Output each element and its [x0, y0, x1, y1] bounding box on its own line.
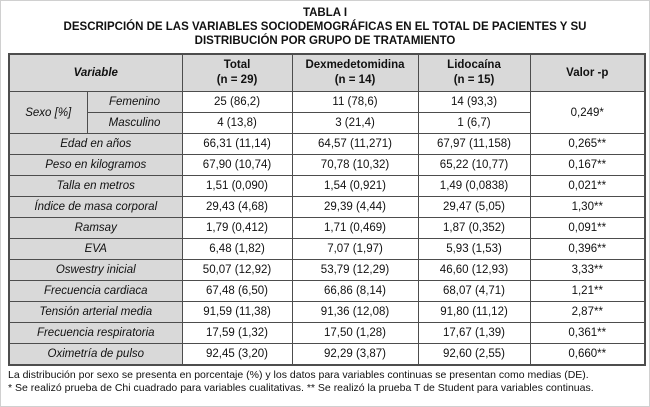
table-row	[9, 176, 645, 197]
lidocaina-value: 1 (6,7)	[418, 113, 530, 134]
p-value: 0,396**	[530, 239, 645, 260]
table-row	[9, 197, 645, 218]
variable-label: Oximetría de pulso	[9, 344, 182, 366]
variable-label: Frecuencia cardiaca	[9, 281, 182, 302]
p-value: 1,30**	[530, 197, 645, 218]
lidocaina-value: 92,60 (2,55)	[418, 344, 530, 366]
total-value: 66,31 (11,14)	[182, 134, 292, 155]
p-value: 0,660**	[530, 344, 645, 366]
col-header-total-name: Total	[223, 59, 251, 71]
variable-label-sexo: Sexo [%]	[9, 92, 87, 134]
sociodemographics-table	[8, 53, 646, 366]
col-header-dexmedetomidina-name: Dexmedetomidina	[305, 59, 405, 71]
footnote-line1: La distribución por sexo se presenta en porcentaje (%) y los datos para variables continuas se presentan como medias (DE).	[8, 369, 589, 381]
variable-label: Talla en metros	[9, 176, 182, 197]
variable-label: EVA	[9, 239, 182, 260]
total-value: 50,07 (12,92)	[182, 260, 292, 281]
dexmedetomidina-value: 64,57 (11,271)	[292, 134, 418, 155]
table-row	[9, 239, 645, 260]
total-value: 67,48 (6,50)	[182, 281, 292, 302]
total-value: 91,59 (11,38)	[182, 302, 292, 323]
variable-label: Frecuencia respiratoria	[9, 323, 182, 344]
dexmedetomidina-value: 29,39 (4,44)	[292, 197, 418, 218]
page-title: DESCRIPCIÓN DE LAS VARIABLES SOCIODEMOGRÁFICAS EN EL TOTAL DE PACIENTES Y SU DISTRIBUCIÓN POR GRUPO DE TRATAMIENTO	[63, 21, 587, 47]
dexmedetomidina-value: 7,07 (1,97)	[292, 239, 418, 260]
col-header-lidocaina-name: Lidocaína	[447, 59, 501, 71]
table-row	[9, 260, 645, 281]
p-value: 0,091**	[530, 218, 645, 239]
col-header-p-value: Valor -p	[530, 54, 645, 92]
lidocaina-value: 91,80 (11,12)	[418, 302, 530, 323]
table-row	[9, 344, 645, 366]
p-value: 0,361**	[530, 323, 645, 344]
dexmedetomidina-value: 3 (21,4)	[292, 113, 418, 134]
dexmedetomidina-value: 91,36 (12,08)	[292, 302, 418, 323]
p-value: 0,265**	[530, 134, 645, 155]
lidocaina-value: 46,60 (12,93)	[418, 260, 530, 281]
variable-label: Edad en años	[9, 134, 182, 155]
total-value: 25 (86,2)	[182, 92, 292, 113]
lidocaina-value: 67,97 (11,158)	[418, 134, 530, 155]
col-header-dexmedetomidina-n: (n = 14)	[334, 74, 376, 86]
dexmedetomidina-value: 1,54 (0,921)	[292, 176, 418, 197]
dexmedetomidina-value: 17,50 (1,28)	[292, 323, 418, 344]
col-header-total-n: (n = 29)	[216, 74, 258, 86]
lidocaina-value: 29,47 (5,05)	[418, 197, 530, 218]
total-value: 17,59 (1,32)	[182, 323, 292, 344]
header-row	[9, 54, 645, 92]
variable-label: Peso en kilogramos	[9, 155, 182, 176]
footnote	[8, 369, 642, 395]
total-value: 67,90 (10,74)	[182, 155, 292, 176]
col-header-lidocaina	[418, 54, 530, 92]
lidocaina-value: 14 (93,3)	[418, 92, 530, 113]
variable-label: Índice de masa corporal	[9, 197, 182, 218]
variable-sublabel-masculino: Masculino	[87, 113, 182, 134]
table-row-sexo-femenino	[9, 92, 645, 113]
table-row	[9, 218, 645, 239]
dexmedetomidina-value: 66,86 (8,14)	[292, 281, 418, 302]
p-value: 2,87**	[530, 302, 645, 323]
p-value: 3,33**	[530, 260, 645, 281]
total-value: 29,43 (4,68)	[182, 197, 292, 218]
p-value-sexo: 0,249*	[530, 92, 645, 134]
p-value: 1,21**	[530, 281, 645, 302]
dexmedetomidina-value: 92,29 (3,87)	[292, 344, 418, 366]
col-header-variable: Variable	[9, 54, 182, 92]
footnote-line2: * Se realizó prueba de Chi cuadrado para variables cualitativas. ** Se realizó la prueba T de Student para variables continuas.	[8, 382, 594, 394]
p-value: 0,021**	[530, 176, 645, 197]
dexmedetomidina-value: 53,79 (12,29)	[292, 260, 418, 281]
total-value: 1,79 (0,412)	[182, 218, 292, 239]
table-row	[9, 155, 645, 176]
variable-label: Tensión arterial media	[9, 302, 182, 323]
p-value: 0,167**	[530, 155, 645, 176]
title-block	[25, 6, 625, 48]
table-row	[9, 281, 645, 302]
variable-sublabel-femenino: Femenino	[87, 92, 182, 113]
lidocaina-value: 5,93 (1,53)	[418, 239, 530, 260]
lidocaina-value: 1,49 (0,0838)	[418, 176, 530, 197]
col-header-dexmedetomidina	[292, 54, 418, 92]
total-value: 1,51 (0,090)	[182, 176, 292, 197]
dexmedetomidina-value: 1,71 (0,469)	[292, 218, 418, 239]
variable-label: Oswestry inicial	[9, 260, 182, 281]
table-row	[9, 323, 645, 344]
dexmedetomidina-value: 70,78 (10,32)	[292, 155, 418, 176]
col-header-lidocaina-n: (n = 15)	[453, 74, 495, 86]
lidocaina-value: 1,87 (0,352)	[418, 218, 530, 239]
total-value: 92,45 (3,20)	[182, 344, 292, 366]
total-value: 6,48 (1,82)	[182, 239, 292, 260]
lidocaina-value: 17,67 (1,39)	[418, 323, 530, 344]
lidocaina-value: 68,07 (4,71)	[418, 281, 530, 302]
col-header-total	[182, 54, 292, 92]
table-label: TABLA I	[302, 7, 348, 19]
table-row	[9, 302, 645, 323]
lidocaina-value: 65,22 (10,77)	[418, 155, 530, 176]
total-value: 4 (13,8)	[182, 113, 292, 134]
dexmedetomidina-value: 11 (78,6)	[292, 92, 418, 113]
variable-label: Ramsay	[9, 218, 182, 239]
table-row	[9, 134, 645, 155]
